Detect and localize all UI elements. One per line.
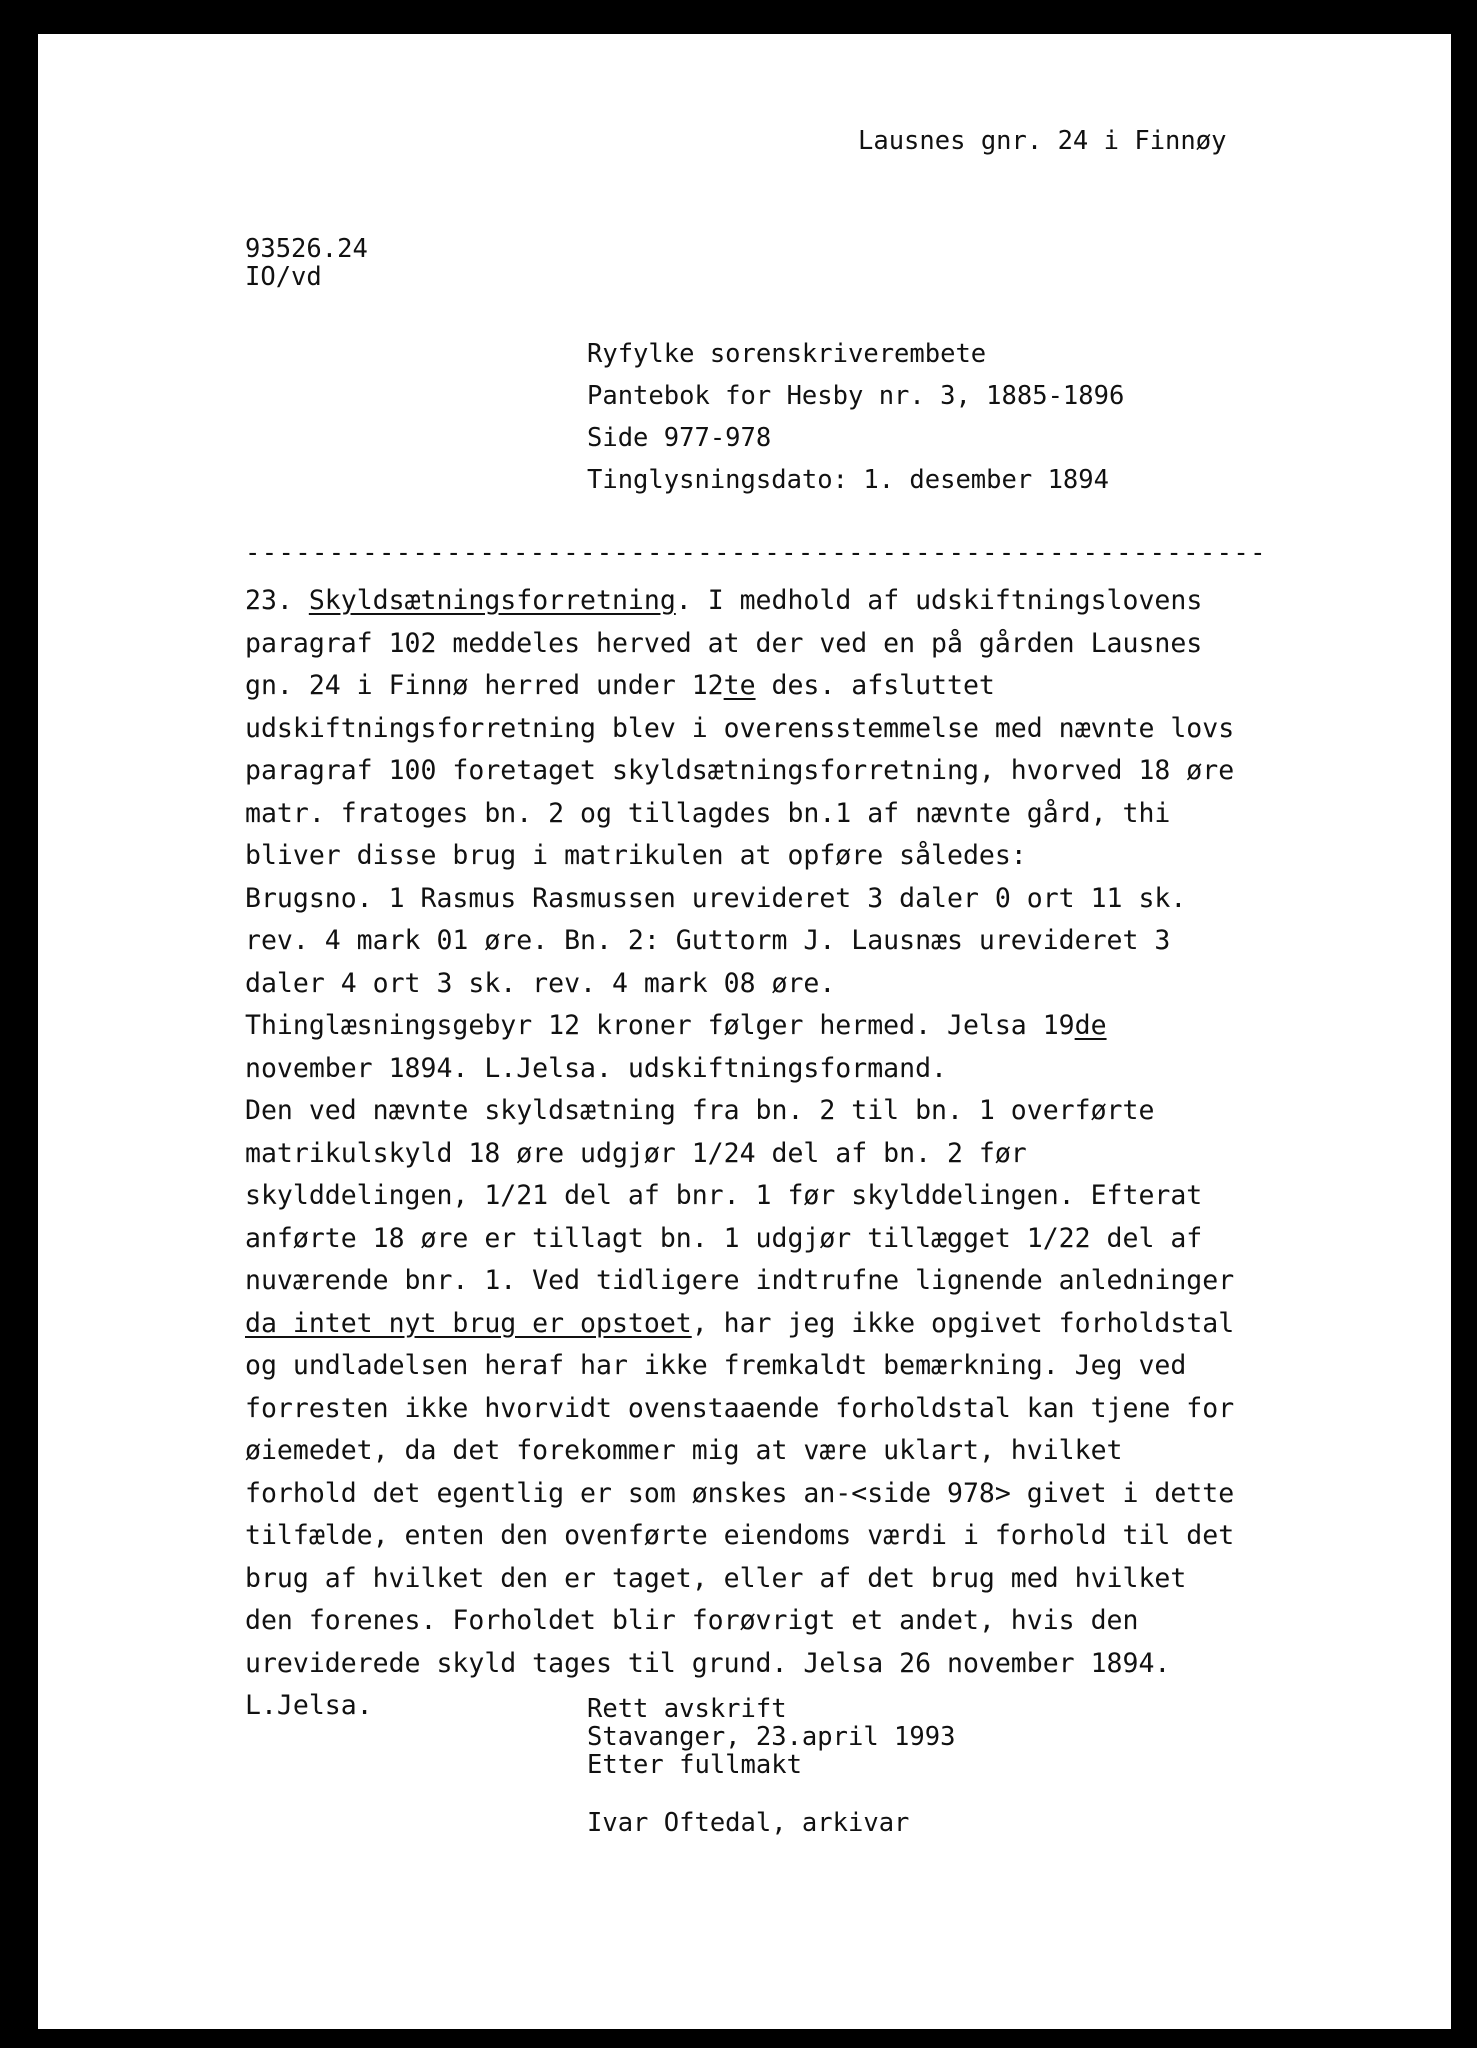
body-text-segment: L.Jelsa.	[245, 1690, 373, 1721]
body-line	[245, 708, 1305, 751]
underlined-text: da intet nyt brug er opstoet	[245, 1307, 692, 1339]
body-text-segment: ureviderede skyld tages til grund. Jelsa 26 november 1894.	[245, 1647, 1171, 1679]
attestation-line-1: Rett avskrift	[587, 1694, 787, 1724]
transcription-body	[245, 580, 1305, 1728]
source-pages: Side 977-978	[587, 423, 772, 453]
body-text-segment: matr. fratoges bn. 2 og tillagdes bn.1 af nævnte gård, thi	[245, 797, 1171, 829]
body-text-segment: paragraf 100 foretaget skyldsætningsforretning, hvorved 18 øre	[245, 755, 1235, 786]
registration-date: Tinglysningsdato: 1. desember 1894	[587, 465, 1109, 495]
signatory: Ivar Oftedal, arkivar	[587, 1808, 910, 1838]
body-text-segment: nuværende bnr. 1. Ved tidligere indtrufne lignende anledninger	[245, 1265, 1235, 1296]
document-title: Lausnes gnr. 24 i Finnøy	[858, 126, 1227, 156]
body-line	[245, 835, 1305, 878]
body-text-segment: Thinglæsningsgebyr 12 kroner følger hermed. Jelsa 19	[245, 1010, 1075, 1041]
source-office: Ryfylke sorenskriverembete	[587, 339, 987, 369]
body-line	[245, 1175, 1305, 1218]
body-text-segment: matrikulskyld 18 øre udgjør 1/24 del af bn. 2 før	[245, 1137, 1027, 1169]
body-line	[245, 623, 1305, 666]
body-line	[245, 1473, 1305, 1516]
body-text-segment: Brugsno. 1 Rasmus Rasmussen urevideret 3 daler 0 ort 11 sk.	[245, 882, 1187, 914]
body-line	[245, 793, 1305, 836]
body-text-segment: des. afsluttet	[755, 670, 995, 701]
body-text-segment: forhold det egentlig er som ønskes an-<side 978> givet i dette	[245, 1477, 1235, 1509]
body-line	[245, 1303, 1305, 1346]
attestation-line-3: Etter fullmakt	[587, 1750, 802, 1780]
body-text-segment: Den ved nævnte skyldsætning fra bn. 2 til bn. 1 overførte	[245, 1095, 1155, 1126]
body-text-segment: rev. 4 mark 01 øre. Bn. 2: Guttorm J. Lausnæs urevideret 3	[245, 925, 1171, 956]
attestation-line-2: Stavanger, 23.april 1993	[587, 1722, 956, 1752]
body-line	[245, 665, 1305, 708]
body-line	[245, 1345, 1305, 1388]
body-line	[245, 1218, 1305, 1261]
separator-line: -------------------------------------------------------------	[245, 538, 1267, 568]
body-line	[245, 1048, 1305, 1091]
body-line	[245, 1643, 1305, 1686]
body-text-segment: daler 4 ort 3 sk. rev. 4 mark 08 øre.	[245, 967, 836, 999]
body-line	[245, 1090, 1305, 1133]
reference-initials: IO/vd	[245, 262, 322, 292]
reference-number: 93526.24	[245, 234, 368, 264]
body-text-segment: udskiftningsforretning blev i overensstemmelse med nævnte lovs	[245, 712, 1235, 744]
body-text-segment: . I medhold af udskiftningslovens	[675, 585, 1203, 616]
body-line	[245, 1600, 1305, 1643]
body-line	[245, 963, 1305, 1006]
body-text-segment: skylddelingen, 1/21 del af bnr. 1 før skylddelingen. Efterat	[245, 1180, 1203, 1211]
body-line	[245, 1133, 1305, 1176]
body-text-segment: november 1894. L.Jelsa. udskiftningsformand.	[245, 1052, 947, 1084]
underlined-text: de	[1074, 1010, 1107, 1041]
body-text-segment: paragraf 102 meddeles herved at der ved en på gården Lausnes	[245, 627, 1203, 659]
source-book: Pantebok for Hesby nr. 3, 1885-1896	[587, 381, 1125, 411]
body-line	[245, 1260, 1305, 1303]
body-line	[245, 1005, 1305, 1048]
body-line	[245, 1388, 1305, 1431]
underlined-text: Skyldsætningsforretning	[308, 585, 676, 616]
body-text-segment: anførte 18 øre er tillagt bn. 1 udgjør tillægget 1/22 del af	[245, 1222, 1203, 1254]
body-line	[245, 1558, 1305, 1601]
body-text-segment: gn. 24 i Finnø herred under 12	[245, 670, 724, 701]
body-text-segment: den forenes. Forholdet blir forøvrigt et andet, hvis den	[245, 1605, 1139, 1636]
body-text-segment: forresten ikke hvorvidt ovenstaaende forholdstal kan tjene for	[245, 1392, 1235, 1424]
body-text-segment: øiemedet, da det forekommer mig at være uklart, hvilket	[245, 1435, 1123, 1466]
body-line	[245, 1515, 1305, 1558]
body-text-segment: brug af hvilket den er taget, eller af det brug med hvilket	[245, 1562, 1187, 1594]
body-line	[245, 878, 1305, 921]
body-line	[245, 750, 1305, 793]
body-line	[245, 920, 1305, 963]
underlined-text: te	[723, 670, 756, 701]
body-text-segment: bliver disse brug i matrikulen at opføre således:	[245, 840, 1027, 871]
body-line	[245, 580, 1305, 623]
body-text-segment: tilfælde, enten den ovenførte eiendoms værdi i forhold til det	[245, 1520, 1235, 1551]
document-page	[38, 34, 1451, 2029]
body-text-segment: , har jeg ikke opgivet forholdstal	[691, 1307, 1235, 1339]
body-text-segment: 23.	[245, 585, 309, 616]
body-line	[245, 1430, 1305, 1473]
body-text-segment: og undladelsen heraf har ikke fremkaldt bemærkning. Jeg ved	[245, 1350, 1187, 1381]
